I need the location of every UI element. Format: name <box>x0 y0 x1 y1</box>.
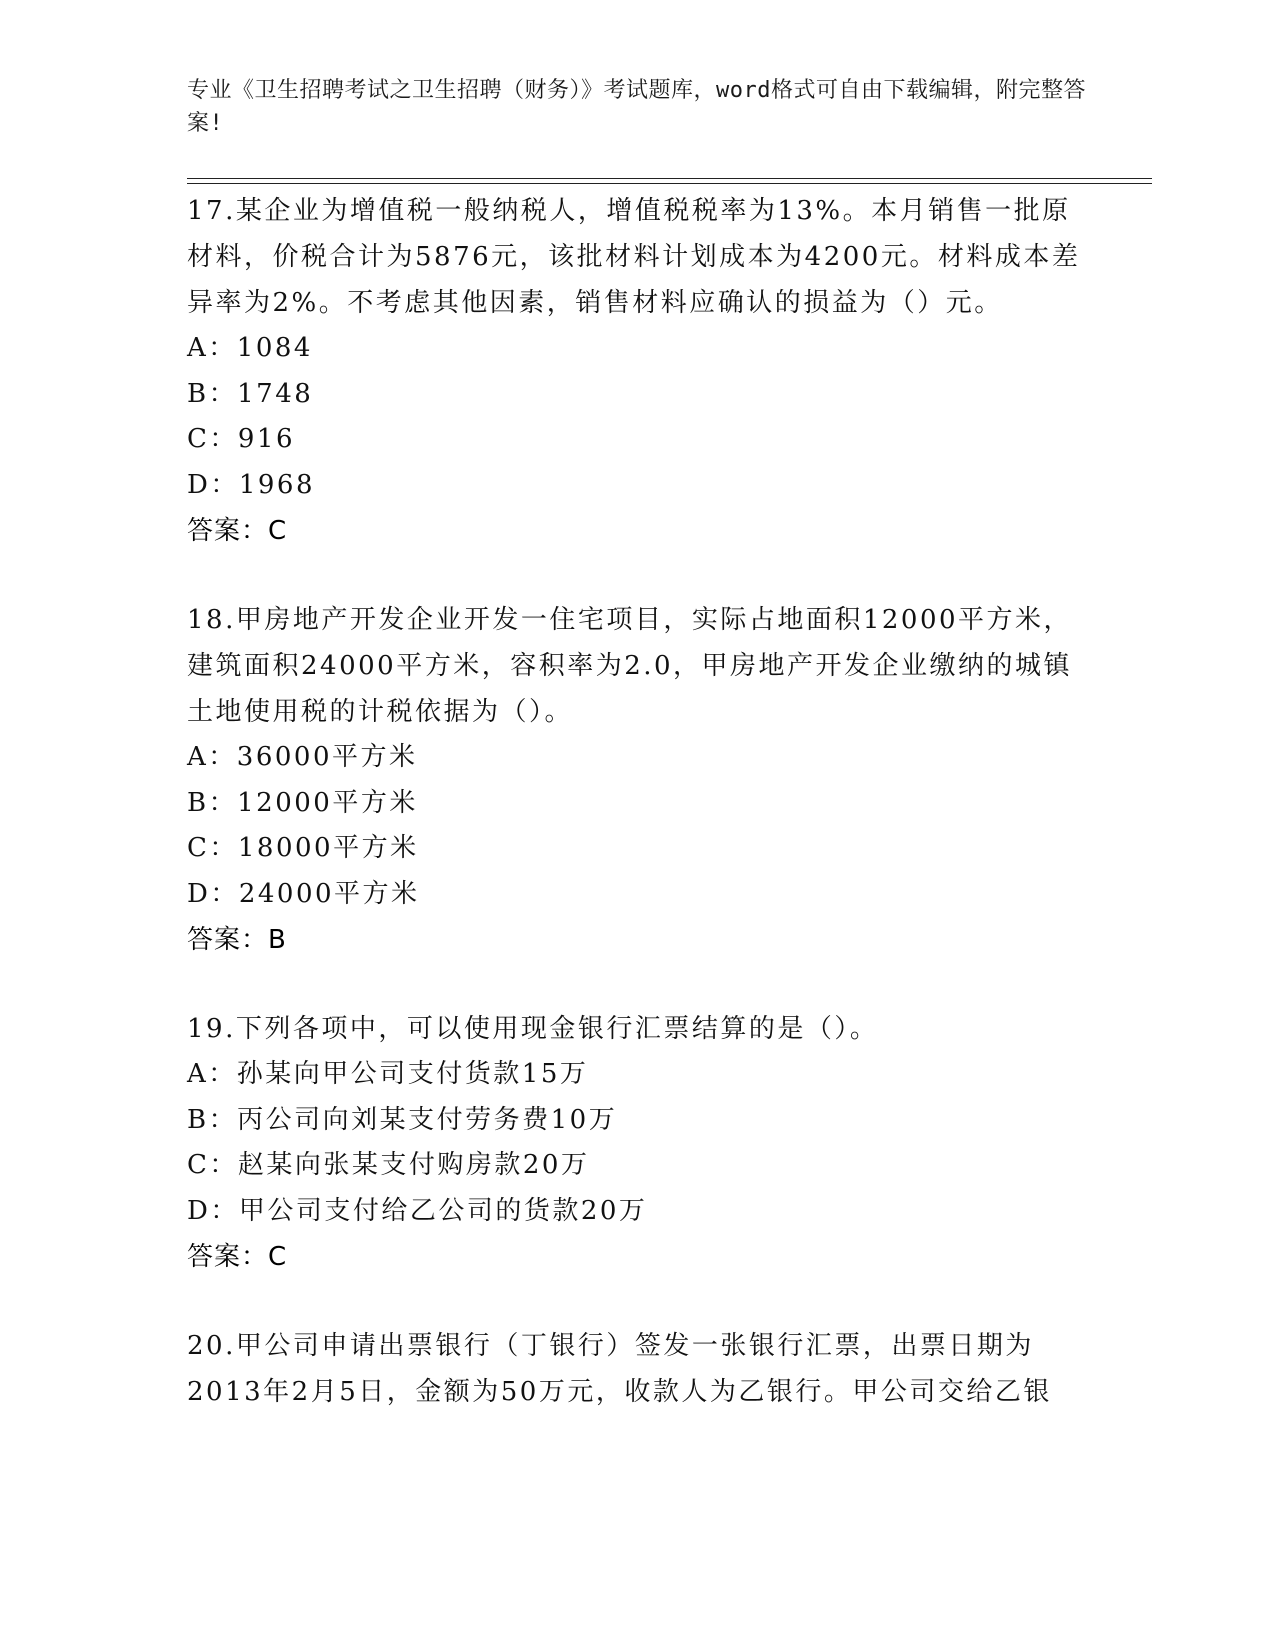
header-divider-top <box>187 178 1152 179</box>
question-spacer <box>187 554 1087 597</box>
question-18 <box>187 597 1087 963</box>
answer-label: 答案：B <box>187 925 287 955</box>
answer-label: 答案：C <box>187 516 288 546</box>
option-b: B：12000平方米 <box>187 787 418 818</box>
question-stem: 18.甲房地产开发企业开发一住宅项目，实际占地面积12000平方米，建筑面积24000平方米，容积率为2.0，甲房地产开发企业缴纳的城镇土地使用税的计税依据为（）。 <box>187 605 1073 727</box>
question-stem: 17.某企业为增值税一般纳税人，增值税税率为13%。本月销售一批原材料，价税合计为5876元，该批材料计划成本为4200元。材料成本差异率为2%。不考虑其他因素，销售材料应确认的损益为（）元。 <box>187 196 1081 318</box>
header-note: 专业《卫生招聘考试之卫生招聘（财务）》考试题库，word格式可自由下载编辑，附完整答案! <box>187 78 1086 136</box>
option-b: B：1748 <box>187 378 314 409</box>
option-d: D：24000平方米 <box>187 878 420 909</box>
question-stem: 19.下列各项中，可以使用现金银行汇票结算的是（）。 <box>187 1014 879 1044</box>
option-d: D：甲公司支付给乙公司的货款20万 <box>187 1195 648 1226</box>
option-a: A：36000平方米 <box>187 742 418 772</box>
option-a: A：孙某向甲公司支付货款15万 <box>187 1059 589 1089</box>
question-17 <box>187 188 1087 554</box>
question-20 <box>187 1323 1087 1415</box>
question-stem: 20.甲公司申请出票银行（丁银行）签发一张银行汇票，出票日期为2013年2月5日，金额为50万元，收款人为乙银行。甲公司交给乙银 <box>187 1331 1052 1407</box>
option-a: A：1084 <box>187 333 313 363</box>
header-divider-bottom <box>187 183 1152 184</box>
option-c: C：18000平方米 <box>187 833 419 863</box>
option-d: D：1968 <box>187 469 316 500</box>
question-spacer <box>187 1280 1087 1323</box>
option-b: B：丙公司向刘某支付劳务费10万 <box>187 1104 618 1135</box>
option-c: C：916 <box>187 424 296 454</box>
answer-label: 答案：C <box>187 1242 288 1272</box>
question-spacer <box>187 963 1087 1006</box>
option-c: C：赵某向张某支付购房款20万 <box>187 1150 590 1180</box>
question-19 <box>187 1006 1087 1280</box>
question-list <box>187 188 1087 1415</box>
